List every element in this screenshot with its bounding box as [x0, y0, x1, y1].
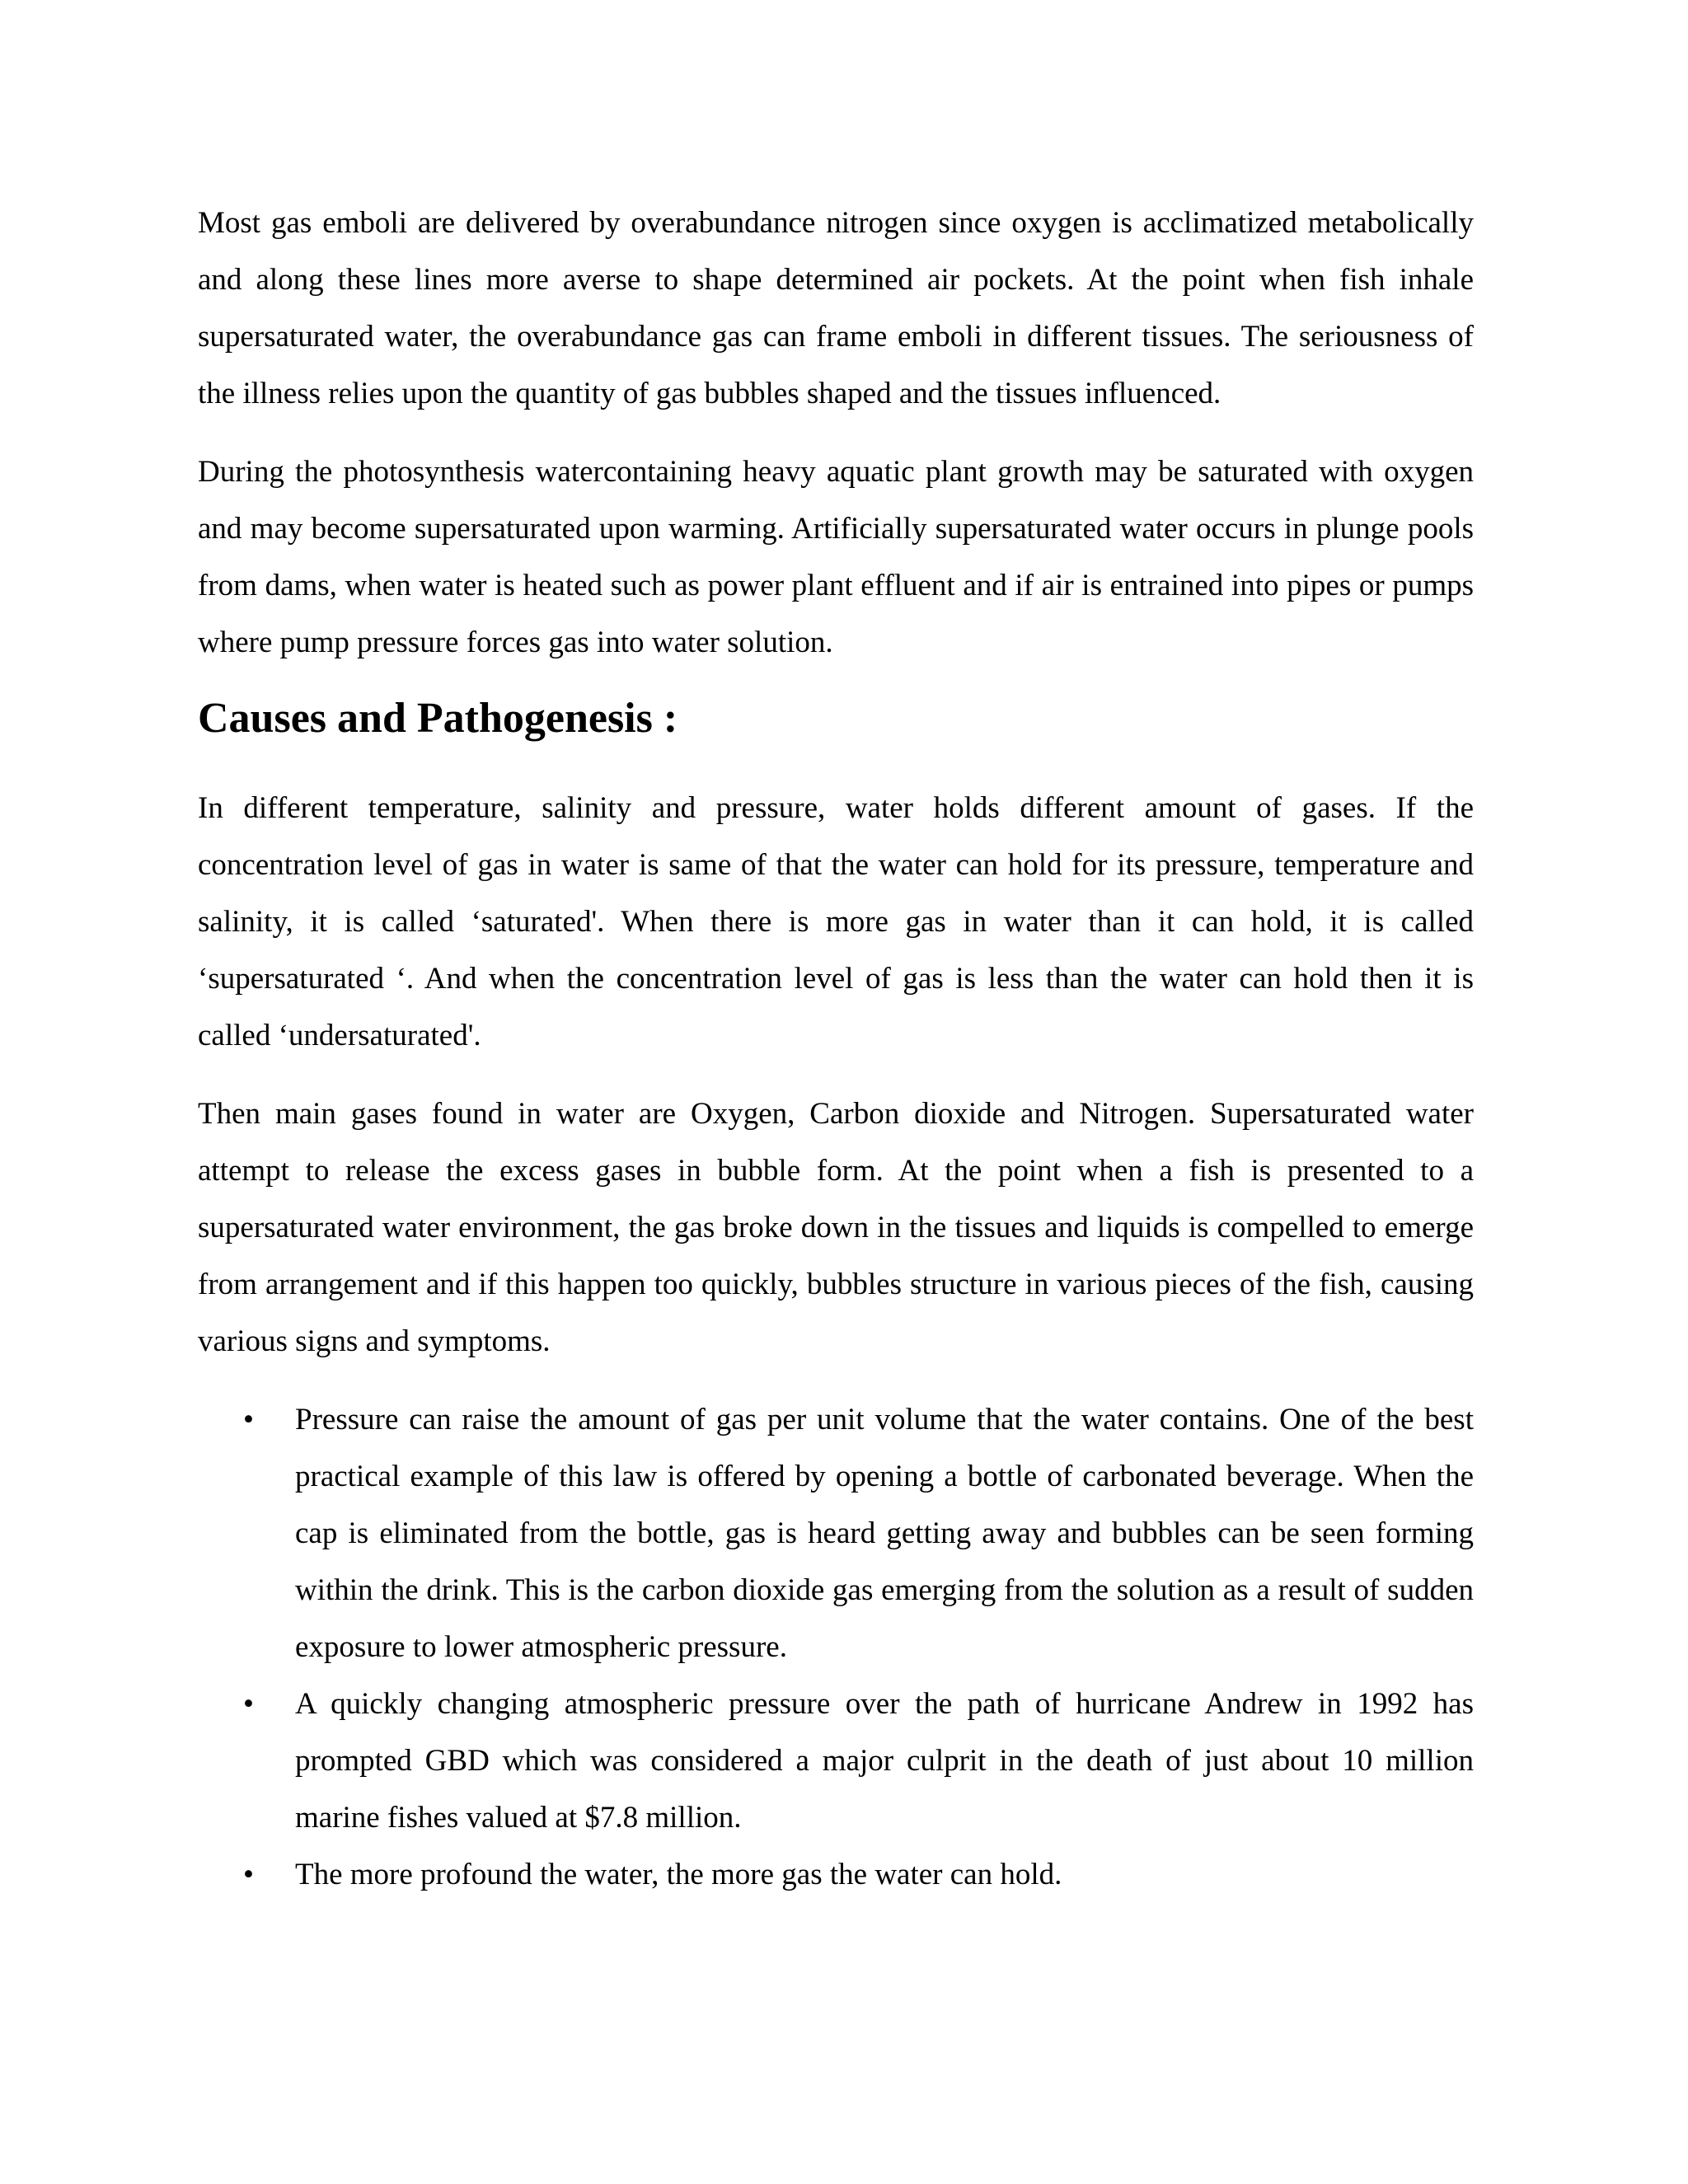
- list-item: [198, 1675, 1474, 1846]
- bullet-text: The more profound the water, the more gas the water can hold.: [295, 1858, 1062, 1891]
- list-item: [198, 1846, 1474, 1903]
- paragraph-main-gases: Then main gases found in water are Oxygen, Carbon dioxide and Nitrogen. Supersaturated water attempt to release the excess gases in bubble form. At the point when a fish is presented to a supersaturated water environment, the gas broke down in the tissues and liquids is compelled to emerge from arrangement and if this happen too quickly, bubbles structure in various pieces of the fish, causing various signs and symptoms.: [198, 1097, 1474, 1358]
- bullet-icon: •: [243, 1858, 254, 1891]
- document-page: [198, 194, 1474, 1903]
- paragraph-gas-emboli: Most gas emboli are delivered by overabundance nitrogen since oxygen is acclimatized metabolically and along these lines more averse to shape determined air pockets. At the point when fish inhale supersaturated water, the overabundance gas can frame emboli in different tissues. The seriousness of the illness relies upon the quantity of gas bubbles shaped and the tissues influenced.: [198, 206, 1474, 410]
- bullet-text: Pressure can raise the amount of gas per unit volume that the water contains. One of the best practical example of this law is offered by opening a bottle of carbonated beverage. When the cap is eliminated from the bottle, gas is heard getting away and bubbles can be seen forming within the drink. This is the carbon dioxide gas emerging from the solution as a result of sudden exposure to lower atmospheric pressure.: [295, 1403, 1474, 1664]
- paragraph-saturation: In different temperature, salinity and pressure, water holds different amount of gases. If the concentration level of gas in water is same of that the water can hold for its pressure, temperature and salinity, it is called ‘saturated'. When there is more gas in water than it can hold, it is called ‘supersaturated ‘. And when the concentration level of gas is less than the water can hold then it is called ‘undersaturated'.: [198, 791, 1474, 1052]
- paragraph-photosynthesis: During the photosynthesis watercontaining heavy aquatic plant growth may be saturated with oxygen and may become supersaturated upon warming. Artificially supersaturated water occurs in plunge pools from dams, when water is heated such as power plant effluent and if air is entrained into pipes or pumps where pump pressure forces gas into water solution.: [198, 455, 1474, 659]
- bullet-text: A quickly changing atmospheric pressure over the path of hurricane Andrew in 1992 has prompted GBD which was considered a major culprit in the death of just about 10 million marine fishes valued at $7.8 million.: [295, 1687, 1474, 1835]
- bullet-icon: •: [243, 1687, 254, 1721]
- bullet-list: [198, 1391, 1474, 1903]
- list-item: [198, 1391, 1474, 1675]
- bullet-icon: •: [243, 1403, 254, 1436]
- section-heading: Causes and Pathogenesis :: [198, 695, 678, 742]
